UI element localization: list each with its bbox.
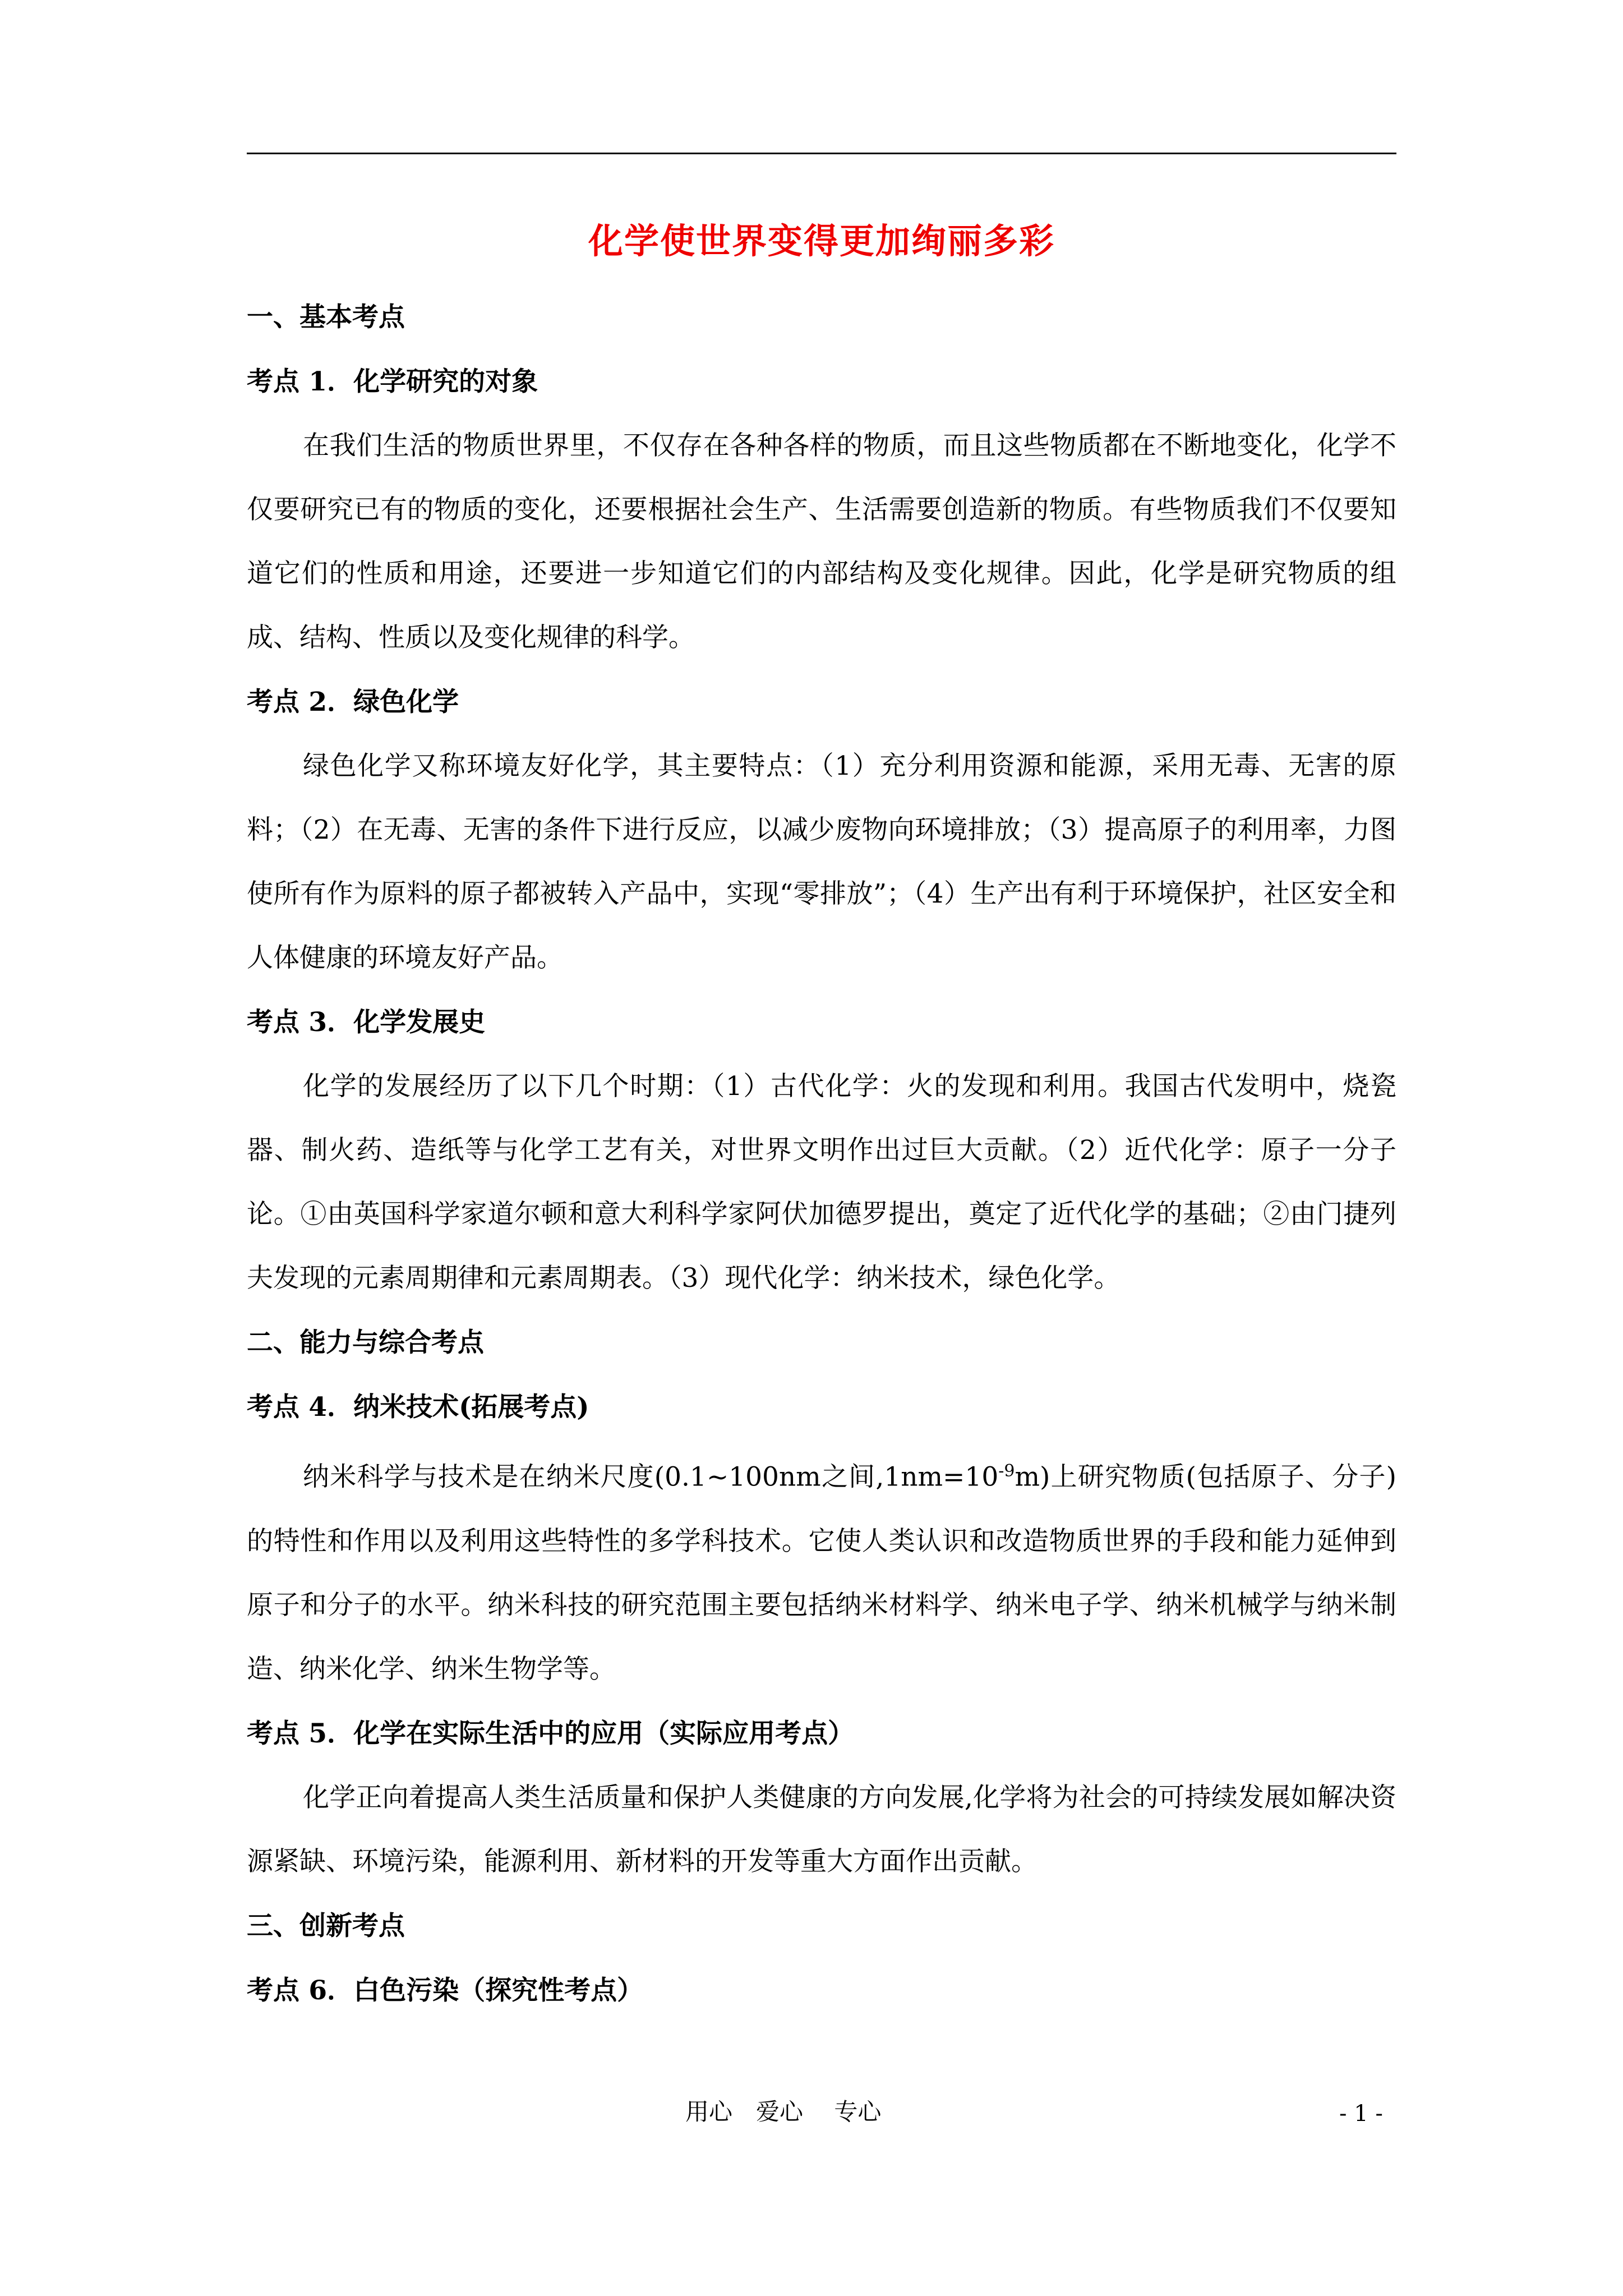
document-title: 化学使世界变得更加绚丽多彩 bbox=[588, 220, 1055, 261]
point-5-text: 化学正向着提高人类生活质量和保护人类健康的方向发展,化学将为社会的可持续发展如解决资源紧缺、环境污染，能源利用、新材料的开发等重大方面作出贡献。 bbox=[247, 1782, 1396, 1877]
document-body bbox=[247, 213, 1396, 2023]
point-3-text: 化学的发展经历了以下几个时期：（1）古代化学：火的发现和利用。我国古代发明中，烧瓷器、制火药、造纸等与化学工艺有关，对世界文明作出过巨大贡献。（2）近代化学：原子一分子论。①由英国科学家道尔顿和意大利科学家阿伏加德罗提出，奠定了近代化学的基础；②由门捷列夫发现的元素周期律和元素周期表。（3）现代化学：纳米技术，绿色化学。 bbox=[247, 1071, 1396, 1294]
page-footer-motto: 用心 爱心 专心 bbox=[685, 2098, 882, 2125]
section-heading-basic: 一、基本考点 bbox=[247, 302, 405, 333]
point-4-text-end: m)上研究物质(包括原子、分子)的特性和作用以及利用这些特性的多学科技术。它使人类认识和改造物质世界的手段和能力延伸到原子和分子的水平。纳米科技的研究范围主要包括纳米材料学、纳米电子学、纳米机械学与纳米制造、纳米化学、纳米生物学等。 bbox=[247, 1461, 1397, 1685]
point-2-heading: 考点 2．绿色化学 bbox=[247, 687, 459, 717]
point-4-heading: 考点 4．纳米技术(拓展考点) bbox=[247, 1392, 589, 1423]
point-5-heading: 考点 5．化学在实际生活中的应用（实际应用考点） bbox=[247, 1718, 855, 1749]
section-heading-innovation: 三、创新考点 bbox=[247, 1910, 405, 1941]
point-2-text: 绿色化学又称环境友好化学，其主要特点：（1）充分利用资源和能源，采用无毒、无害的原料；（2）在无毒、无害的条件下进行反应，以减少废物向环境排放；（3）提高原子的利用率，力图使所有作为原料的原子都被转入产品中，实现“零排放”；（4）生产出有利于环境保护，社区安全和人体健康的环境友好产品。 bbox=[247, 751, 1396, 973]
point-4-text-start: 纳米科学与技术是在纳米尺度(0.1~100nm之间,1nm=10 bbox=[303, 1461, 999, 1493]
header-rule bbox=[247, 153, 1396, 154]
page-number: - 1 - bbox=[1339, 2101, 1383, 2127]
point-1-heading: 考点 1．化学研究的对象 bbox=[247, 366, 538, 397]
point-4-text bbox=[247, 1439, 1396, 1701]
point-6-heading: 考点 6．白色污染（探究性考点） bbox=[247, 1975, 644, 2006]
point-1-text: 在我们生活的物质世界里，不仅存在各种各样的物质，而且这些物质都在不断地变化，化学不仅要研究已有的物质的变化，还要根据社会生产、生活需要创造新的物质。有些物质我们不仅要知道它们的性质和用途，还要进一步知道它们的内部结构及变化规律。因此，化学是研究物质的组成、结构、性质以及变化规律的科学。 bbox=[247, 430, 1396, 653]
exponent-superscript: -9 bbox=[998, 1461, 1015, 1481]
section-heading-ability: 二、能力与综合考点 bbox=[247, 1327, 484, 1358]
point-3-heading: 考点 3．化学发展史 bbox=[247, 1007, 486, 1038]
